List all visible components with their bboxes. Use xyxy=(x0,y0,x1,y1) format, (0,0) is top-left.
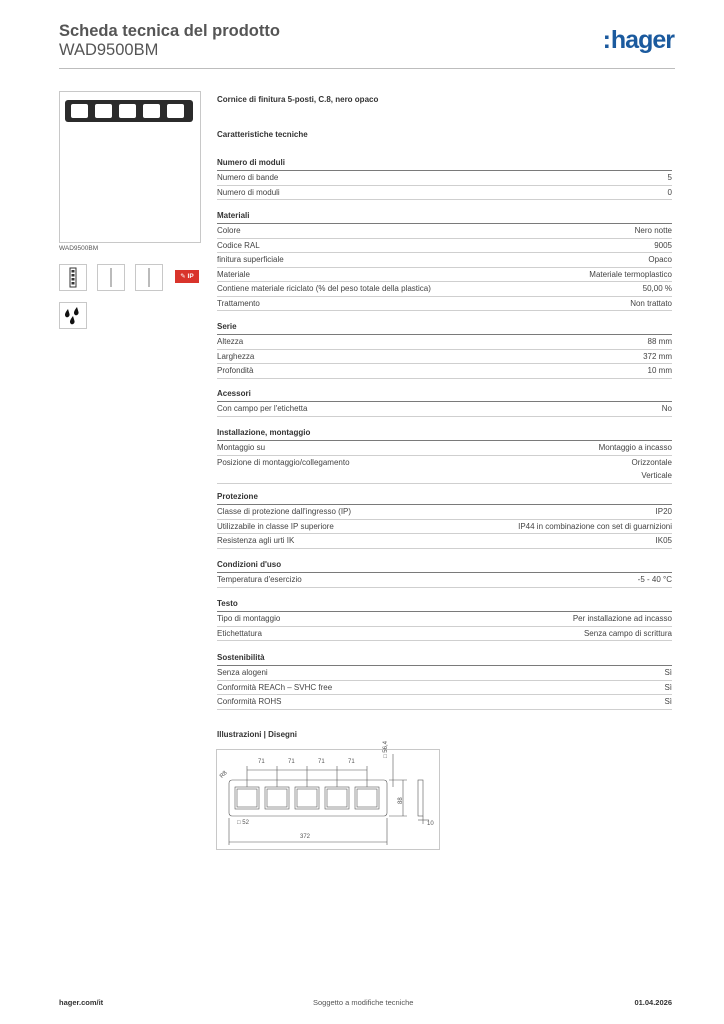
frame-window xyxy=(95,104,112,118)
technical-drawing xyxy=(216,741,440,850)
frame-window xyxy=(167,104,184,118)
spec-label: Profondità xyxy=(217,366,254,375)
spec-group-acessori xyxy=(217,386,672,417)
spec-value: 10 mm xyxy=(647,366,672,375)
spec-label: Codice RAL xyxy=(217,240,260,250)
image-caption: WAD9500BM xyxy=(59,245,99,252)
spec-row xyxy=(217,666,672,681)
spec-label: Materiale xyxy=(217,269,250,279)
ip-badge-label: IP xyxy=(187,273,194,280)
spec-value: Opaco xyxy=(648,255,672,264)
spec-value: 88 mm xyxy=(647,337,672,346)
frame-strip xyxy=(65,100,193,122)
footer-url: hager.com/it xyxy=(59,998,104,1007)
frame-window xyxy=(143,104,160,118)
spec-value: No xyxy=(661,404,672,413)
spec-value: Per installazione ad incasso xyxy=(572,614,672,623)
spec-value: IK05 xyxy=(655,536,672,545)
spec-label: Senza alogeni xyxy=(217,668,268,677)
spec-group-materiali xyxy=(217,208,672,311)
spec-label: Posizione di montaggio/collegamento xyxy=(217,457,350,467)
footer-date: 01.04.2026 xyxy=(634,998,672,1007)
spec-row xyxy=(217,573,672,588)
dim-pitch-label: 71 xyxy=(288,759,295,765)
spec-row xyxy=(217,456,672,484)
spec-value: Sì xyxy=(664,668,672,677)
spec-value: Sì xyxy=(664,697,672,706)
spec-row xyxy=(217,627,672,642)
spec-label: Con campo per l'etichetta xyxy=(217,404,308,413)
spec-label: Montaggio su xyxy=(217,443,266,452)
spec-value: 5 xyxy=(667,173,672,182)
dim-radius-label: R8 xyxy=(219,770,229,780)
spec-label: Colore xyxy=(217,226,241,235)
spec-label: Temperatura d'esercizio xyxy=(217,575,302,584)
spec-value: 50,00 % xyxy=(642,284,672,293)
spec-value: Senza campo di scrittura xyxy=(583,628,672,638)
spec-label: Conformità ROHS xyxy=(217,697,282,706)
spec-value: IP20 xyxy=(655,507,672,516)
spec-label: Conformità REACh – SVHC free xyxy=(217,682,333,692)
spec-row xyxy=(217,520,672,535)
dim-pitch-label: 71 xyxy=(258,759,265,765)
spec-value: Nero notte xyxy=(634,226,672,235)
spec-row xyxy=(217,297,672,312)
spec-label: finitura superficiale xyxy=(217,255,284,264)
spec-row xyxy=(217,505,672,520)
spec-row xyxy=(217,681,672,696)
spec-row xyxy=(217,612,672,627)
group-title: Condizioni d'uso xyxy=(217,557,672,573)
drawing-svg xyxy=(217,750,439,849)
spec-row xyxy=(217,534,672,549)
spec-label: Classe di protezione dall'ingresso (IP) xyxy=(217,507,352,516)
dim-width-label: 372 xyxy=(300,834,311,840)
spec-row xyxy=(217,282,672,297)
group-title: Testo xyxy=(217,596,672,612)
dim-height-label: 88 xyxy=(398,797,404,804)
spec-value: Materiale termoplastico xyxy=(589,269,672,279)
spec-group-testo xyxy=(217,596,672,641)
document-header xyxy=(59,20,675,69)
spec-group-sostenibilita xyxy=(217,650,672,710)
spec-label: Numero di moduli xyxy=(217,187,280,197)
frame-window xyxy=(71,104,88,118)
dim-opening-label: □ 52 xyxy=(237,820,249,826)
spec-row xyxy=(217,186,672,201)
illustrations-title: Illustrazioni | Disegni xyxy=(217,730,298,739)
product-code: WAD9500BM xyxy=(59,41,159,59)
logo-text: hager xyxy=(610,26,674,54)
spec-row xyxy=(217,695,672,710)
spec-row xyxy=(217,335,672,350)
spec-value: 9005 xyxy=(654,240,672,250)
spec-row xyxy=(217,364,672,379)
spec-label: Etichettatura xyxy=(217,628,262,638)
spec-value-line: Orizzontale xyxy=(631,457,672,467)
mounting-line-icon xyxy=(135,264,163,291)
spec-group-condizioni xyxy=(217,557,672,588)
spec-row xyxy=(217,268,672,283)
product-image xyxy=(59,91,201,243)
spec-value: Sì xyxy=(664,682,672,692)
dim-pitch-label: 71 xyxy=(348,759,355,765)
spec-label: Tipo di montaggio xyxy=(217,614,281,623)
spec-value: 372 mm xyxy=(643,351,672,361)
product-description: Cornice di finitura 5-posti, C.8, nero opaco xyxy=(217,95,379,104)
spec-row xyxy=(217,441,672,456)
mounting-line-icon xyxy=(97,264,125,291)
spec-value: Montaggio a incasso xyxy=(598,443,672,452)
dim-depth-label: 10 xyxy=(427,821,434,827)
spec-group-installazione xyxy=(217,425,672,484)
spec-section-title: Caratteristiche tecniche xyxy=(217,130,308,139)
spec-label: Contiene materiale riciclato (% del peso totale della plastica) xyxy=(217,284,431,293)
spec-label: Resistenza agli urti IK xyxy=(217,536,295,545)
spec-value: Non trattato xyxy=(630,298,672,308)
group-title: Acessori xyxy=(217,386,672,402)
ip-icon xyxy=(175,270,199,283)
document-title: Scheda tecnica del prodotto xyxy=(59,22,280,40)
spec-row xyxy=(217,402,672,417)
dim-window-label: □ 56,4 xyxy=(383,741,389,758)
group-title: Sostenibilità xyxy=(217,650,672,666)
spec-label: Utilizzabile in classe IP superiore xyxy=(217,521,334,531)
water-drops-icon xyxy=(59,302,87,329)
group-title: Protezione xyxy=(217,489,672,505)
spec-value: 0 xyxy=(667,187,672,197)
vertical-frame-icon xyxy=(59,264,87,291)
spec-label: Trattamento xyxy=(217,298,260,308)
spec-group-protezione xyxy=(217,489,672,549)
spec-row xyxy=(217,224,672,239)
footer-note: Soggetto a modifiche tecniche xyxy=(313,998,414,1007)
spec-row xyxy=(217,171,672,186)
spec-row xyxy=(217,239,672,254)
group-title: Numero di moduli xyxy=(217,155,672,171)
group-title: Materiali xyxy=(217,208,672,224)
spec-label: Numero di bande xyxy=(217,173,279,182)
dim-pitch-label: 71 xyxy=(318,759,325,765)
spec-group-serie xyxy=(217,319,672,379)
spec-value: IP44 in combinazione con set di guarnizioni xyxy=(518,521,672,531)
hager-logo: :hager xyxy=(602,26,674,54)
spec-row xyxy=(217,253,672,268)
group-title: Serie xyxy=(217,319,672,335)
spec-label: Larghezza xyxy=(217,351,255,361)
spec-value: -5 - 40 °C xyxy=(637,575,672,584)
spec-value-line: Verticale xyxy=(641,471,672,480)
frame-window xyxy=(119,104,136,118)
spec-group-moduli xyxy=(217,155,672,200)
spec-label: Altezza xyxy=(217,337,244,346)
group-title: Installazione, montaggio xyxy=(217,425,672,441)
ip-badge: ✎ IP xyxy=(175,270,199,283)
spec-value xyxy=(632,456,672,483)
spec-row xyxy=(217,350,672,365)
